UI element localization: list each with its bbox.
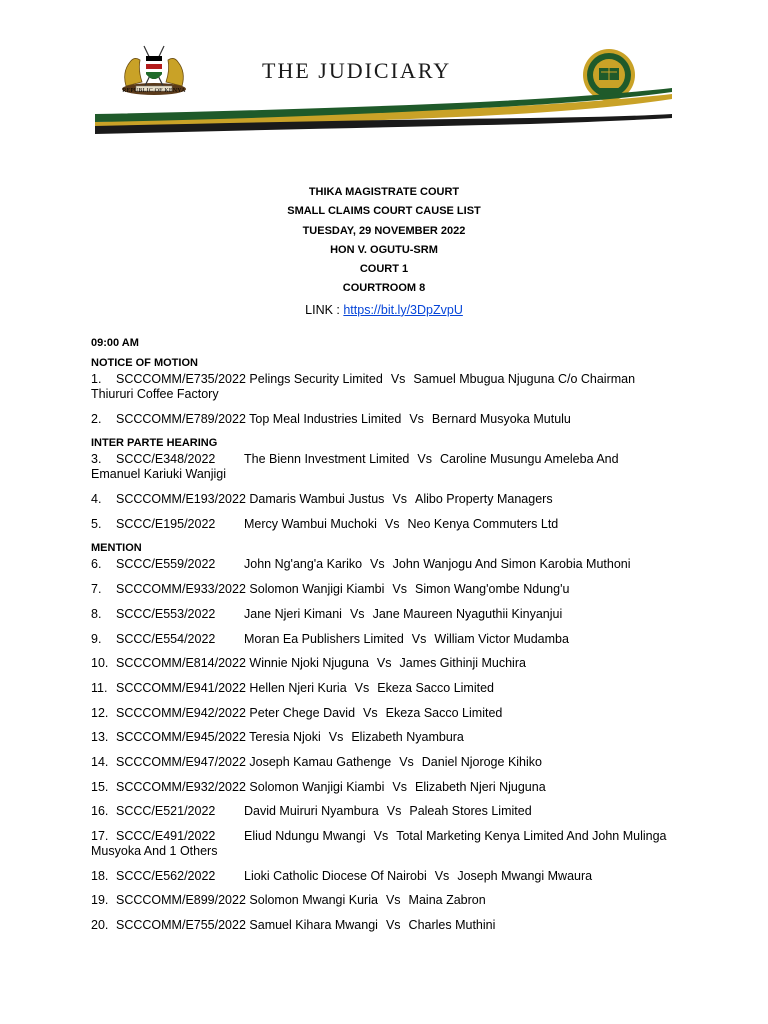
respondent-name: Samuel Mbugua Njuguna C/o Chairman Thiururi Coffee Factory	[91, 372, 636, 401]
case-item	[91, 582, 671, 597]
list-title: SMALL CLAIMS COURT CAUSE LIST	[287, 205, 481, 218]
cause-list	[91, 336, 671, 943]
claimant-name: Joseph Kamau Gathenge	[249, 754, 392, 769]
claimant-name: Teresia Njoki	[249, 730, 321, 745]
versus-label: Vs	[373, 829, 389, 843]
judiciary-title: THE JUDICIARY	[262, 58, 452, 83]
respondent-name: Neo Kenya Commuters Ltd	[407, 516, 559, 531]
claimant-name: Samuel Kihara Mwangi	[249, 918, 378, 933]
case-number: 13.	[91, 730, 109, 745]
case-item	[91, 452, 671, 482]
case-item	[91, 557, 671, 572]
case-reference: SCCCOMM/E789/2022	[116, 411, 246, 426]
respondent-name: Joseph Mwangi Mwaura	[457, 868, 593, 883]
court-name: THIKA MAGISTRATE COURT	[308, 186, 460, 198]
case-reference: SCCC/E491/2022	[116, 829, 216, 843]
case-reference: SCCC/E553/2022	[116, 606, 216, 621]
versus-label: Vs	[411, 631, 427, 646]
courtroom: COURTROOM 8	[342, 282, 426, 295]
letterhead-swoosh	[0, 80, 768, 140]
respondent-name: Ekeza Sacco Limited	[385, 705, 503, 720]
case-number: 7.	[91, 582, 102, 597]
case-number: 12.	[91, 705, 109, 720]
case-reference: SCCCOMM/E735/2022	[116, 372, 246, 386]
case-number: 19.	[91, 893, 109, 908]
case-number: 17.	[91, 829, 109, 843]
claimant-name: David Muiruri Nyambura	[244, 804, 379, 819]
session-time: 09:00 AM	[91, 337, 139, 349]
case-reference: SCCCOMM/E941/2022	[116, 680, 246, 695]
case-item	[91, 869, 671, 884]
case-item	[91, 755, 671, 770]
case-reference: SCCC/E195/2022	[116, 516, 216, 531]
case-item	[91, 829, 671, 859]
case-item	[91, 681, 671, 696]
respondent-name: Caroline Musungu Ameleba And Emanuel Kariuki Wanjigi	[91, 452, 619, 482]
respondent-name: Alibo Property Managers	[415, 492, 553, 507]
case-reference: SCCCOMM/E945/2022	[116, 730, 246, 745]
meeting-link[interactable]: https://bit.ly/3DpZvpU	[343, 302, 463, 317]
versus-label: Vs	[409, 411, 424, 426]
versus-label: Vs	[354, 680, 370, 695]
case-item	[91, 372, 671, 402]
coat-caption: REPUBLIC OF KENYA	[122, 88, 186, 94]
case-number: 16.	[91, 804, 109, 819]
case-item	[91, 730, 671, 745]
claimant-name: Moran Ea Publishers Limited	[244, 631, 404, 646]
versus-label: Vs	[417, 452, 432, 467]
versus-label: Vs	[392, 582, 408, 597]
claimant-name: Damaris Wambui Justus	[249, 492, 385, 507]
claimant-name: John Ng'ang'a Kariko	[244, 557, 363, 572]
list-date: TUESDAY, 29 NOVEMBER 2022	[302, 224, 466, 237]
respondent-name: Total Marketing Kenya Limited And John Mulinga Musyoka And 1 Others	[91, 829, 667, 858]
case-number: 20.	[91, 918, 109, 933]
judge-name: HON V. OGUTU-SRM	[330, 243, 438, 256]
case-item	[91, 780, 671, 795]
case-reference: SCCCOMM/E942/2022	[116, 705, 246, 720]
claimant-name: Top Meal Industries Limited	[249, 411, 402, 426]
case-reference: SCCCOMM/E947/2022	[116, 754, 246, 769]
versus-label: Vs	[376, 656, 392, 671]
versus-label: Vs	[370, 557, 385, 572]
link-label: LINK :	[305, 302, 344, 317]
claimant-name: The Bienn Investment Limited	[244, 452, 410, 467]
claimant-name: Mercy Wambui Muchoki	[244, 516, 377, 531]
case-item	[91, 804, 671, 819]
respondent-name: Paleah Stores Limited	[409, 804, 532, 819]
respondent-name: Jane Maureen Nyaguthii Kinyanjui	[372, 606, 563, 621]
versus-label: Vs	[390, 372, 406, 386]
case-number: 1.	[91, 372, 102, 386]
respondent-name: Daniel Njoroge Kihiko	[421, 754, 542, 769]
respondent-name: Bernard Musyoka Mutulu	[431, 411, 571, 426]
letterhead	[0, 0, 768, 150]
versus-label: Vs	[328, 730, 344, 745]
cause-list-header	[0, 183, 768, 320]
respondent-name: Maina Zabron	[408, 893, 486, 908]
case-reference: SCCC/E521/2022	[116, 804, 216, 819]
versus-label: Vs	[363, 705, 378, 720]
case-number: 5.	[91, 516, 102, 531]
case-reference: SCCCOMM/E932/2022	[116, 779, 246, 794]
case-item	[91, 893, 671, 908]
case-number: 11.	[91, 680, 108, 695]
versus-label: Vs	[385, 893, 401, 908]
claimant-name: Hellen Njeri Kuria	[249, 680, 347, 695]
case-number: 4.	[91, 492, 102, 507]
link-line	[0, 300, 768, 320]
versus-label: Vs	[386, 804, 402, 819]
case-reference: SCCCOMM/E814/2022	[116, 656, 246, 671]
case-reference: SCCC/E559/2022	[116, 557, 216, 572]
case-item	[91, 492, 671, 507]
case-number: 6.	[91, 557, 102, 572]
claimant-name: Jane Njeri Kimani	[244, 606, 342, 621]
respondent-name: James Githinji Muchira	[399, 656, 526, 671]
respondent-name: Charles Muthini	[408, 918, 496, 933]
respondent-name: Ekeza Sacco Limited	[377, 680, 494, 695]
case-number: 18.	[91, 868, 109, 883]
claimant-name: Solomon Wanjigi Kiambi	[249, 582, 385, 597]
versus-label: Vs	[349, 606, 365, 621]
versus-label: Vs	[399, 754, 414, 769]
section-heading: INTER PARTE HEARING	[91, 437, 218, 450]
case-reference: SCCCOMM/E755/2022	[116, 918, 246, 933]
case-reference: SCCC/E554/2022	[116, 631, 216, 646]
versus-label: Vs	[392, 779, 408, 794]
case-number: 2.	[91, 411, 102, 426]
case-number: 14.	[91, 754, 109, 769]
claimant-name: Pelings Security Limited	[249, 372, 383, 386]
claimant-name: Eliud Ndungu Mwangi	[244, 829, 366, 843]
case-item	[91, 656, 671, 671]
claimant-name: Solomon Wanjigi Kiambi	[249, 779, 385, 794]
case-reference: SCCCOMM/E933/2022	[116, 582, 246, 597]
case-item	[91, 632, 671, 647]
case-number: 9.	[91, 631, 102, 646]
respondent-name: John Wanjogu And Simon Karobia Muthoni	[392, 557, 631, 572]
court-number: COURT 1	[359, 263, 409, 276]
claimant-name: Winnie Njoki Njuguna	[249, 656, 369, 671]
respondent-name: Elizabeth Nyambura	[351, 730, 464, 745]
case-number: 10.	[91, 656, 109, 671]
case-item	[91, 412, 671, 427]
claimant-name: Peter Chege David	[249, 705, 356, 720]
respondent-name: Elizabeth Njeri Njuguna	[415, 779, 546, 794]
respondent-name: Simon Wang'ombe Ndung'u	[415, 582, 570, 597]
case-reference: SCCCOMM/E193/2022	[116, 492, 246, 507]
versus-label: Vs	[434, 868, 450, 883]
case-item	[91, 607, 671, 622]
case-reference: SCCC/E562/2022	[116, 868, 216, 883]
case-item	[91, 918, 671, 933]
versus-label: Vs	[384, 516, 400, 531]
versus-label: Vs	[385, 918, 401, 933]
case-item	[91, 706, 671, 721]
case-item	[91, 517, 671, 532]
case-reference: SCCC/E348/2022	[116, 452, 216, 467]
case-reference: SCCCOMM/E899/2022	[116, 893, 246, 908]
section-heading: MENTION	[91, 542, 142, 555]
claimant-name: Solomon Mwangi Kuria	[249, 893, 378, 908]
section-heading: NOTICE OF MOTION	[91, 357, 198, 369]
versus-label: Vs	[392, 492, 407, 507]
claimant-name: Lioki Catholic Diocese Of Nairobi	[244, 868, 427, 883]
case-number: 3.	[91, 452, 102, 467]
case-number: 15.	[91, 779, 109, 794]
case-number: 8.	[91, 606, 102, 621]
respondent-name: William Victor Mudamba	[434, 631, 569, 646]
